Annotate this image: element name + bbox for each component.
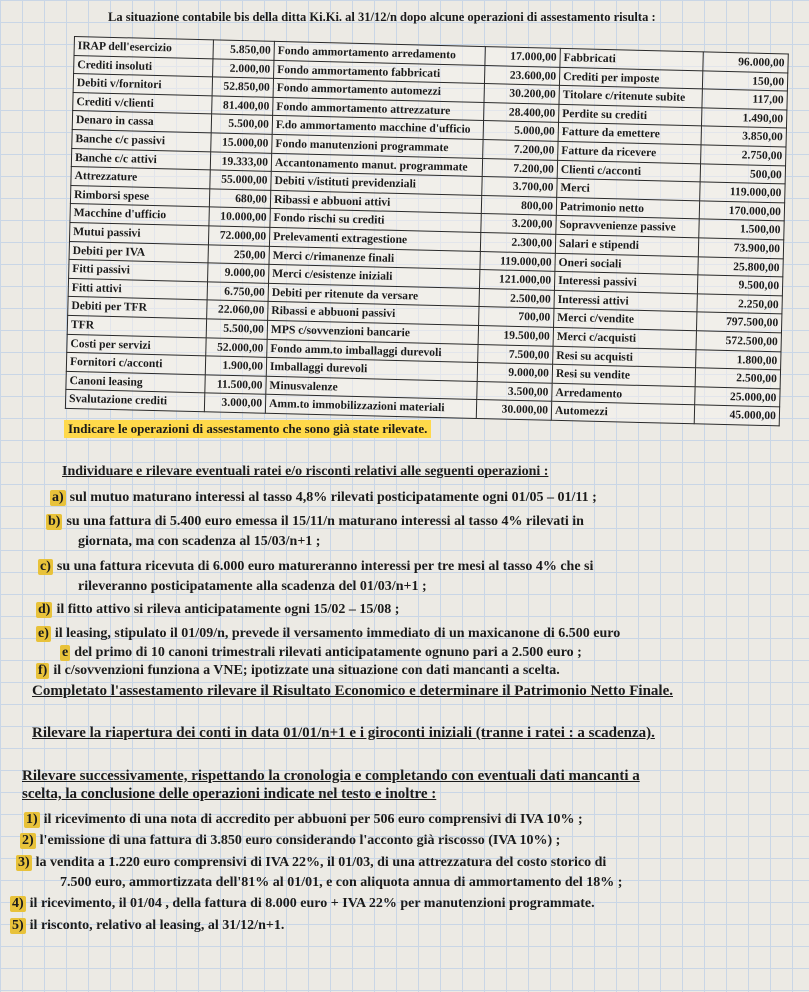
ledger-amount: 10.000,00 xyxy=(209,207,270,227)
ledger-account: Oneri sociali xyxy=(555,253,698,275)
ledger-amount: 28.400,00 xyxy=(484,102,559,122)
section-heading: Individuare e rilevare eventuali ratei e/o risconti relativi alle seguenti operazioni : xyxy=(62,464,549,479)
ledger-amount: 23.600,00 xyxy=(484,65,559,85)
ledger-account: Debiti per IVA xyxy=(69,241,208,263)
ledger-account: Arredamento xyxy=(552,383,695,405)
ledger-amount: 19.500,00 xyxy=(478,325,553,345)
ledger-amount: 72.000,00 xyxy=(208,226,269,246)
item-marker: d) xyxy=(38,602,51,617)
ledger-amount: 81.400,00 xyxy=(212,96,273,116)
item-text: su una fattura di 5.400 euro emessa il 15/11/n maturano interessi al tasso 4% rilevati in xyxy=(66,514,584,529)
page-title: La situazione contabile bis della ditta Ki.Ki. al 31/12/n dopo alcune operazioni di assestamento risulta : xyxy=(108,10,656,24)
ledger-account: Ribassi e abbuoni attivi xyxy=(270,190,481,214)
ledger-account: Fondo amm.to imballaggi durevoli xyxy=(267,339,478,363)
ledger-amount: 52.000,00 xyxy=(206,337,267,357)
ledger-account: Automezzi xyxy=(551,402,694,424)
ledger-amount: 117,00 xyxy=(702,89,787,110)
ledger-amount: 1.500,00 xyxy=(699,219,784,240)
ledger-amount: 3.000,00 xyxy=(204,393,265,413)
ledger-account: Fondo ammortamento arredamento xyxy=(274,41,485,65)
ledger-account: Minusvalenze xyxy=(266,376,477,400)
closing-item xyxy=(24,812,583,828)
operation-item xyxy=(36,663,560,679)
ledger-amount: 2.500,00 xyxy=(695,368,780,389)
ledger-amount: 96.000,00 xyxy=(703,52,788,73)
ledger-account: Costi per servizi xyxy=(67,334,206,356)
ledger-account: Merci c/rimanenze finali xyxy=(269,246,480,270)
ledger-amount: 170.000,00 xyxy=(699,201,784,222)
ledger-amount: 52.850,00 xyxy=(212,77,273,97)
ledger-account: Crediti insoluti xyxy=(74,55,213,77)
operation-item xyxy=(38,559,593,575)
ledger-amount: 73.900,00 xyxy=(698,238,783,259)
ledger-account: Ribassi e abbuoni passivi xyxy=(268,302,479,326)
closing-item xyxy=(60,875,622,891)
item-marker: c) xyxy=(40,559,51,574)
ledger-amount: 2.750,00 xyxy=(701,145,786,166)
ledger-amount: 17.000,00 xyxy=(485,47,560,67)
ledger-amount: 5.850,00 xyxy=(213,40,274,60)
ledger-amount: 150,00 xyxy=(702,70,787,91)
ledger-amount: 5.000,00 xyxy=(483,121,558,141)
paragraph-continue-line2: scelta, la conclusione delle operazioni indicate nel testo e inoltre : xyxy=(22,786,437,802)
ledger-amount: 1.800,00 xyxy=(696,349,781,370)
ledger-amount: 2.500,00 xyxy=(479,288,554,308)
ledger-amount: 55.000,00 xyxy=(210,170,271,190)
ledger-amount: 11.500,00 xyxy=(205,374,266,394)
item-marker: 1) xyxy=(26,812,38,827)
ledger-amount: 5.500,00 xyxy=(206,319,267,339)
ledger-amount: 119.000,00 xyxy=(480,251,555,271)
item-marker: f) xyxy=(38,663,48,678)
ledger-amount: 30.200,00 xyxy=(484,84,559,104)
ledger-account: Debiti v/fornitori xyxy=(73,74,212,96)
ledger-table xyxy=(65,36,789,426)
item-text: 7.500 euro, ammortizzata dell'81% al 01/01, e con aliquota annua di ammortamento del 18% ; xyxy=(60,875,623,890)
ledger-account: Fatture da emettere xyxy=(558,123,701,145)
item-text: il ricevimento di una nota di accredito per abbuoni per 506 euro comprensivi di IVA 10% ; xyxy=(43,812,583,827)
ledger-amount: 3.200,00 xyxy=(481,214,556,234)
ledger-amount: 1.900,00 xyxy=(205,356,266,376)
ledger-amount: 119.000,00 xyxy=(700,182,785,203)
ledger-amount: 2.000,00 xyxy=(213,58,274,78)
ledger-amount: 6.750,00 xyxy=(207,282,268,302)
closing-item xyxy=(10,918,284,934)
ledger-account: Titolare c/ritenute subite xyxy=(559,86,702,108)
ledger-account: Merci c/acquisti xyxy=(553,327,696,349)
ledger-account: Denaro in cassa xyxy=(72,111,211,133)
ledger-account: Accantonamento manut. programmate xyxy=(271,153,482,177)
ledger-account: Svalutazione crediti xyxy=(65,390,204,412)
item-text: su una fattura ricevuta di 6.000 euro matureranno interessi per tre mesi al tasso 4% che si xyxy=(56,559,594,574)
item-marker: b) xyxy=(48,514,61,529)
item-text: il ricevimento, il 01/04 , della fattura di 8.000 euro + IVA 22% per manutenzioni programmate. xyxy=(29,896,595,911)
ledger-account: Perdite su crediti xyxy=(559,104,702,126)
operation-item xyxy=(50,490,597,506)
ledger-amount: 250,00 xyxy=(208,244,269,264)
ledger-account: Salari e stipendi xyxy=(555,234,698,256)
ledger-amount: 25.000,00 xyxy=(695,386,780,407)
ledger-amount: 797.500,00 xyxy=(696,312,781,333)
item-marker: 2) xyxy=(22,833,34,848)
closing-item xyxy=(20,833,560,849)
ledger-account: Imballaggi durevoli xyxy=(266,357,477,381)
ledger-account: Debiti per TFR xyxy=(68,297,207,319)
paragraph-reopening: Rilevare la riapertura dei conti in data 01/01/n+1 e i giroconti iniziali (tranne i ratei : a scadenza). xyxy=(32,725,655,741)
ledger-amount: 2.300,00 xyxy=(480,232,555,252)
ledger-account: Attrezzature xyxy=(71,167,210,189)
item-marker: e xyxy=(62,645,69,660)
ledger-account: Merci c/vendite xyxy=(554,309,697,331)
ledger-account: Fabbricati xyxy=(560,48,703,70)
ledger-account: Crediti v/clienti xyxy=(73,92,212,114)
paragraph-continue-line1: Rilevare successivamente, rispettando la cronologia e completando con eventuali dati mancanti a xyxy=(22,768,640,784)
ledger-account: Fondo ammortamento automezzi xyxy=(273,79,484,103)
ledger-account: Clienti c/acconti xyxy=(557,160,700,182)
ledger-amount: 800,00 xyxy=(481,195,556,215)
item-text: il c/sovvenzioni funziona a VNE; ipotizzate una situazione con dati mancanti a scelta. xyxy=(53,663,560,678)
ledger-account: Prelevamenti extragestione xyxy=(269,227,480,251)
operation-item xyxy=(36,626,620,642)
ledger-account: Fondo ammortamento attrezzature xyxy=(273,97,484,121)
operation-item xyxy=(78,579,427,595)
operation-item xyxy=(36,602,399,618)
item-marker: a) xyxy=(52,490,64,505)
ledger-account: Banche c/c passivi xyxy=(72,129,211,151)
ledger-amount: 2.250,00 xyxy=(697,294,782,315)
item-marker: 3) xyxy=(18,855,30,870)
ledger-account: Amm.to immobilizzazioni materiali xyxy=(265,395,476,419)
ledger-account: Debiti v/istituti previdenziali xyxy=(271,172,482,196)
ledger-amount: 5.500,00 xyxy=(211,114,272,134)
item-text: giornata, ma con scadenza al 15/03/n+1 ; xyxy=(78,534,321,549)
ledger-amount: 30.000,00 xyxy=(476,400,551,420)
ledger-account: Interessi passivi xyxy=(554,271,697,293)
ledger-amount: 3.700,00 xyxy=(482,177,557,197)
ledger-account: Banche c/c attivi xyxy=(71,148,210,170)
ledger-amount: 121.000,00 xyxy=(479,270,554,290)
ledger-amount: 7.200,00 xyxy=(483,139,558,159)
item-marker: e) xyxy=(38,626,49,641)
ledger-account: Interessi attivi xyxy=(554,290,697,312)
operation-item xyxy=(46,514,584,530)
ledger-account: Merci c/esistenze iniziali xyxy=(269,264,480,288)
ledger-account: Macchine d'ufficio xyxy=(70,204,209,226)
highlighted-instruction: Indicare le operazioni di assestamento che sono già state rilevate. xyxy=(64,420,431,438)
item-text: l'emissione di una fattura di 3.850 euro considerando l'acconto già riscosso (IVA 10%) ; xyxy=(39,833,561,848)
item-text: la vendita a 1.220 euro comprensivi di IVA 22%, il 01/03, di una attrezzatura del costo storico di xyxy=(35,855,607,870)
ledger-account: Sopravvenienze passive xyxy=(556,216,699,238)
closing-item xyxy=(10,896,595,912)
ledger-account: Rimborsi spese xyxy=(70,185,209,207)
item-marker: 5) xyxy=(12,918,24,933)
ledger-account: Canoni leasing xyxy=(66,371,205,393)
item-marker: 4) xyxy=(12,896,24,911)
ledger-account: Fondo rischi su crediti xyxy=(270,209,481,233)
ledger-account: IRAP dell'esercizio xyxy=(74,37,213,59)
ledger-account: Resi su acquisti xyxy=(553,346,696,368)
item-text: sul mutuo maturano interessi al tasso 4,8% rilevati posticipatamente ogni 01/05 – 01/11 ; xyxy=(69,490,597,505)
ledger-amount: 19.333,00 xyxy=(210,151,271,171)
ledger-amount: 25.800,00 xyxy=(698,256,783,277)
ledger-amount: 700,00 xyxy=(479,307,554,327)
ledger-account: Mutui passivi xyxy=(69,222,208,244)
closing-item xyxy=(16,855,606,871)
ledger-amount: 9.000,00 xyxy=(208,263,269,283)
ledger-account: Fitti passivi xyxy=(69,260,208,282)
operation-item xyxy=(78,534,320,550)
ledger-amount: 3.500,00 xyxy=(477,381,552,401)
ledger-account: Crediti per imposte xyxy=(559,67,702,89)
ledger-amount: 22.060,00 xyxy=(207,300,268,320)
ledger-account: F.do ammortamento macchine d'ufficio xyxy=(272,116,483,140)
ledger-amount: 7.200,00 xyxy=(482,158,557,178)
ledger-account: Fitti attivi xyxy=(68,278,207,300)
item-text: il fitto attivo si rileva anticipatamente ogni 15/02 – 15/08 ; xyxy=(56,602,400,617)
ledger-amount: 7.500,00 xyxy=(478,344,553,364)
ledger-amount: 15.000,00 xyxy=(211,133,272,153)
ledger-account: TFR xyxy=(67,315,206,337)
ledger-amount: 500,00 xyxy=(700,163,785,184)
ledger-amount: 680,00 xyxy=(209,189,270,209)
ledger-account: Fondo manutenzioni programmate xyxy=(272,134,483,158)
paragraph-result: Completato l'assestamento rilevare il Risultato Economico e determinare il Patrimonio Netto Finale. xyxy=(32,683,673,699)
item-text: il risconto, relativo al leasing, al 31/12/n+1. xyxy=(29,918,285,933)
item-text: il leasing, stipulato il 01/09/n, prevede il versamento immediato di un maxicanone di 6.500 euro xyxy=(54,626,621,641)
ledger-amount: 572.500,00 xyxy=(696,331,781,352)
operation-item xyxy=(60,645,582,661)
item-text: del primo di 10 canoni trimestrali rilevati anticipatamente ognuno pari a 2.500 euro ; xyxy=(74,645,582,660)
ledger-account: Patrimonio netto xyxy=(556,197,699,219)
ledger-account: Resi su vendite xyxy=(552,364,695,386)
ledger-amount: 9.500,00 xyxy=(697,275,782,296)
ledger-amount: 1.490,00 xyxy=(701,108,786,129)
item-text: rileveranno posticipatamente alla scadenza del 01/03/n+1 ; xyxy=(78,579,427,594)
ledger-account: Fatture da ricevere xyxy=(558,141,701,163)
ledger-account: MPS c/sovvenzioni bancarie xyxy=(267,320,478,344)
ledger-amount: 9.000,00 xyxy=(477,363,552,383)
ledger-account: Merci xyxy=(557,179,700,201)
ledger-account: Fondo ammortamento fabbricati xyxy=(274,60,485,84)
ledger-account: Debiti per ritenute da versare xyxy=(268,283,479,307)
ledger-amount: 45.000,00 xyxy=(694,405,779,426)
ledger-amount: 3.850,00 xyxy=(701,126,786,147)
ledger-account: Fornitori c/acconti xyxy=(66,353,205,375)
